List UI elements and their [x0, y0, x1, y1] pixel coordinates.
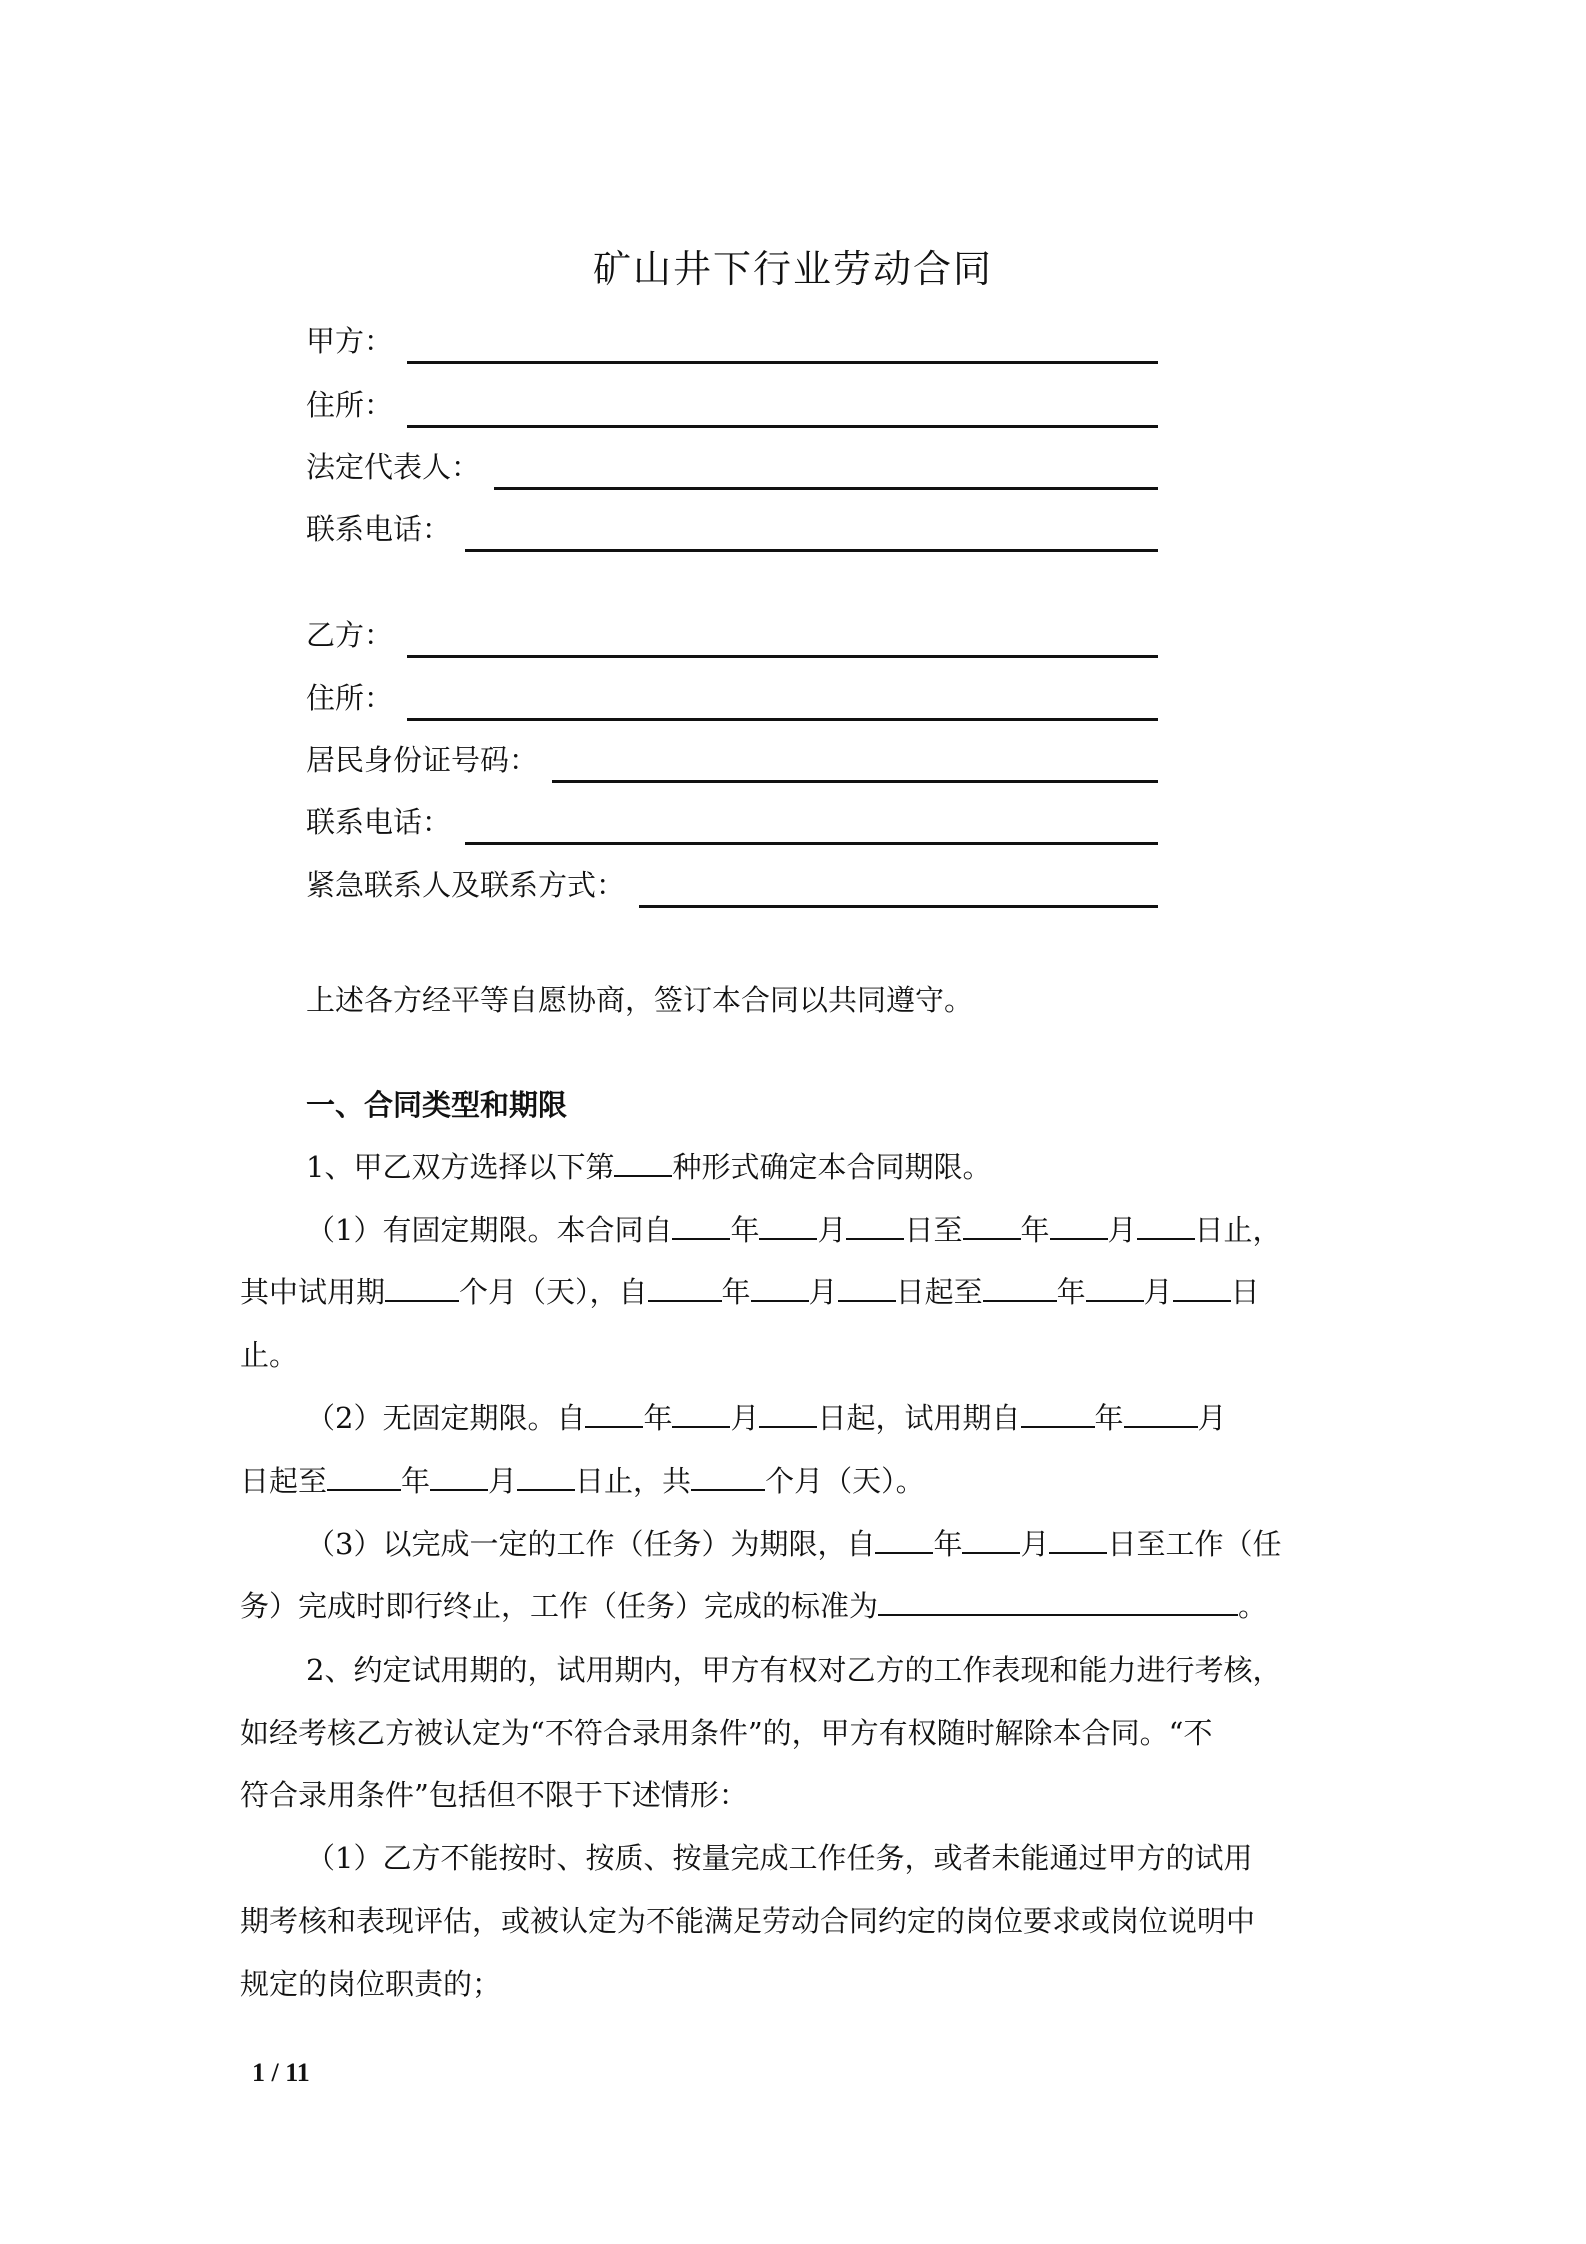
blank-start-month[interactable]: [962, 1526, 1020, 1554]
clause-2-item-1-line-2: 期考核和表现评估，或被认定为不能满足劳动合同约定的岗位要求或岗位说明中: [240, 1904, 1256, 1938]
option-1-line-3: 止。: [240, 1338, 299, 1372]
party-a-phone-field[interactable]: [306, 508, 1158, 552]
blank-probation-start-year[interactable]: [648, 1274, 722, 1302]
blank-probation-total[interactable]: [691, 1463, 765, 1491]
party-b-name-field[interactable]: [306, 614, 1158, 658]
clause-2-line-1: 2、约定试用期的，试用期内，甲方有权对乙方的工作表现和能力进行考核，: [306, 1653, 1282, 1687]
field-label: 联系电话：: [306, 805, 452, 839]
option-3-line-1: [306, 1522, 1282, 1563]
option-text: 年: [721, 1275, 751, 1309]
blank-probation-start-month[interactable]: [1124, 1400, 1198, 1428]
option-1-line-2: [240, 1270, 1260, 1311]
party-a-name-field[interactable]: [306, 320, 1158, 364]
preamble-text: 上述各方经平等自愿协商，签订本合同以共同遵守。: [306, 983, 974, 1017]
field-label: 甲方：: [306, 324, 394, 358]
option-text: 年: [643, 1401, 673, 1435]
option-text: 月: [730, 1401, 760, 1435]
clause-1-text: [306, 1145, 991, 1186]
option-text: 务）完成时即行终止，工作（任务）完成的标准为: [240, 1589, 879, 1623]
blank-start-month[interactable]: [759, 1212, 817, 1240]
clause-2-item-1-line-1: （1）乙方不能按时、按质、按量完成工作任务，或者未能通过甲方的试用: [306, 1841, 1253, 1875]
field-label: 居民身份证号码：: [306, 743, 539, 777]
blank-start-year[interactable]: [672, 1212, 730, 1240]
option-text: 月: [1197, 1401, 1227, 1435]
field-label: 住所：: [306, 388, 394, 422]
blank-probation-end-year[interactable]: [983, 1274, 1057, 1302]
option-text: 月: [817, 1213, 847, 1247]
option-text: 月: [1020, 1527, 1050, 1561]
field-label: 住所：: [306, 681, 394, 715]
blank-probation-end-month[interactable]: [430, 1463, 488, 1491]
option-text: 年: [1056, 1275, 1086, 1309]
option-text: 年: [1020, 1213, 1050, 1247]
blank-probation-end-month[interactable]: [1086, 1274, 1144, 1302]
blank-start-day[interactable]: [1049, 1526, 1107, 1554]
option-text: 年: [730, 1213, 760, 1247]
section-heading: 一、合同类型和期限: [306, 1088, 568, 1122]
blank-start-day[interactable]: [846, 1212, 904, 1240]
option-text: （2）无固定期限。自: [306, 1401, 586, 1435]
clause-2-line-2: 如经考核乙方被认定为“不符合录用条件”的，甲方有权随时解除本合同。“不: [240, 1716, 1213, 1750]
fill-in-line[interactable]: [494, 457, 1158, 490]
option-text: 日起至: [895, 1275, 983, 1309]
option-3-line-2: [240, 1584, 1267, 1625]
blank-start-month[interactable]: [672, 1400, 730, 1428]
clause-text: 种形式确定本合同期限。: [672, 1150, 992, 1184]
field-label: 法定代表人：: [306, 450, 481, 484]
party-b-id-number-field[interactable]: [306, 739, 1158, 783]
option-text: 月: [488, 1464, 518, 1498]
blank-probation-length[interactable]: [385, 1274, 459, 1302]
clause-2-item-1-line-3: 规定的岗位职责的；: [240, 1967, 502, 2001]
blank-completion-standard[interactable]: [878, 1588, 1238, 1616]
option-text: 日至: [904, 1213, 963, 1247]
blank-start-day[interactable]: [759, 1400, 817, 1428]
option-text: 个月（天）。: [765, 1464, 925, 1498]
blank-probation-start-year[interactable]: [1021, 1400, 1095, 1428]
fill-in-line[interactable]: [639, 875, 1158, 908]
field-label: 乙方：: [306, 618, 394, 652]
blank-end-month[interactable]: [1050, 1212, 1108, 1240]
fill-in-line[interactable]: [465, 519, 1158, 552]
option-text: 日: [1230, 1275, 1260, 1309]
blank-probation-end-day[interactable]: [1173, 1274, 1231, 1302]
option-text: 月: [1107, 1213, 1137, 1247]
fill-in-line[interactable]: [407, 625, 1158, 658]
blank-start-year[interactable]: [875, 1526, 933, 1554]
party-b-phone-field[interactable]: [306, 801, 1158, 845]
option-text: 年: [933, 1527, 963, 1561]
blank-end-year[interactable]: [963, 1212, 1021, 1240]
document-title: 矿山井下行业劳动合同: [592, 247, 993, 291]
option-text: 月: [808, 1275, 838, 1309]
fill-in-line[interactable]: [552, 750, 1158, 783]
option-text: 日起至: [240, 1464, 328, 1498]
party-b-address-field[interactable]: [306, 677, 1158, 721]
blank-probation-start-day[interactable]: [838, 1274, 896, 1302]
option-text: 个月（天），自: [459, 1275, 648, 1309]
clause-text: 1、甲乙双方选择以下第: [306, 1150, 615, 1184]
party-a-address-field[interactable]: [306, 384, 1158, 428]
option-text: 日至工作（任: [1107, 1527, 1282, 1561]
option-text: 日止，: [1194, 1213, 1282, 1247]
option-text: 。: [1238, 1589, 1268, 1623]
field-label: 紧急联系人及联系方式：: [306, 868, 626, 902]
fill-in-line[interactable]: [407, 395, 1158, 428]
party-a-legal-rep-field[interactable]: [306, 446, 1158, 490]
blank-probation-end-year[interactable]: [327, 1463, 401, 1491]
option-text: （3）以完成一定的工作（任务）为期限，自: [306, 1527, 876, 1561]
blank-probation-start-month[interactable]: [751, 1274, 809, 1302]
field-label: 联系电话：: [306, 512, 452, 546]
option-text: 年: [1094, 1401, 1124, 1435]
page-number: 1 / 11: [252, 2058, 310, 2087]
option-text: 日起，试用期自: [817, 1401, 1021, 1435]
option-2-line-1: [306, 1396, 1227, 1437]
fill-in-line[interactable]: [465, 812, 1158, 845]
option-text: （1）有固定期限。本合同自: [306, 1213, 673, 1247]
blank-option-number[interactable]: [614, 1149, 672, 1177]
clause-2-line-3: 符合录用条件”包括但不限于下述情形：: [240, 1778, 748, 1812]
option-text: 其中试用期: [240, 1275, 386, 1309]
party-b-emergency-contact-field[interactable]: [306, 864, 1158, 908]
fill-in-line[interactable]: [407, 331, 1158, 364]
option-text: 月: [1143, 1275, 1173, 1309]
fill-in-line[interactable]: [407, 688, 1158, 721]
option-text: 年: [401, 1464, 431, 1498]
blank-start-year[interactable]: [585, 1400, 643, 1428]
option-text: 日止，共: [575, 1464, 692, 1498]
option-1-line-1: [306, 1208, 1282, 1249]
blank-end-day[interactable]: [1137, 1212, 1195, 1240]
option-2-line-2: [240, 1459, 925, 1500]
blank-probation-end-day[interactable]: [517, 1463, 575, 1491]
